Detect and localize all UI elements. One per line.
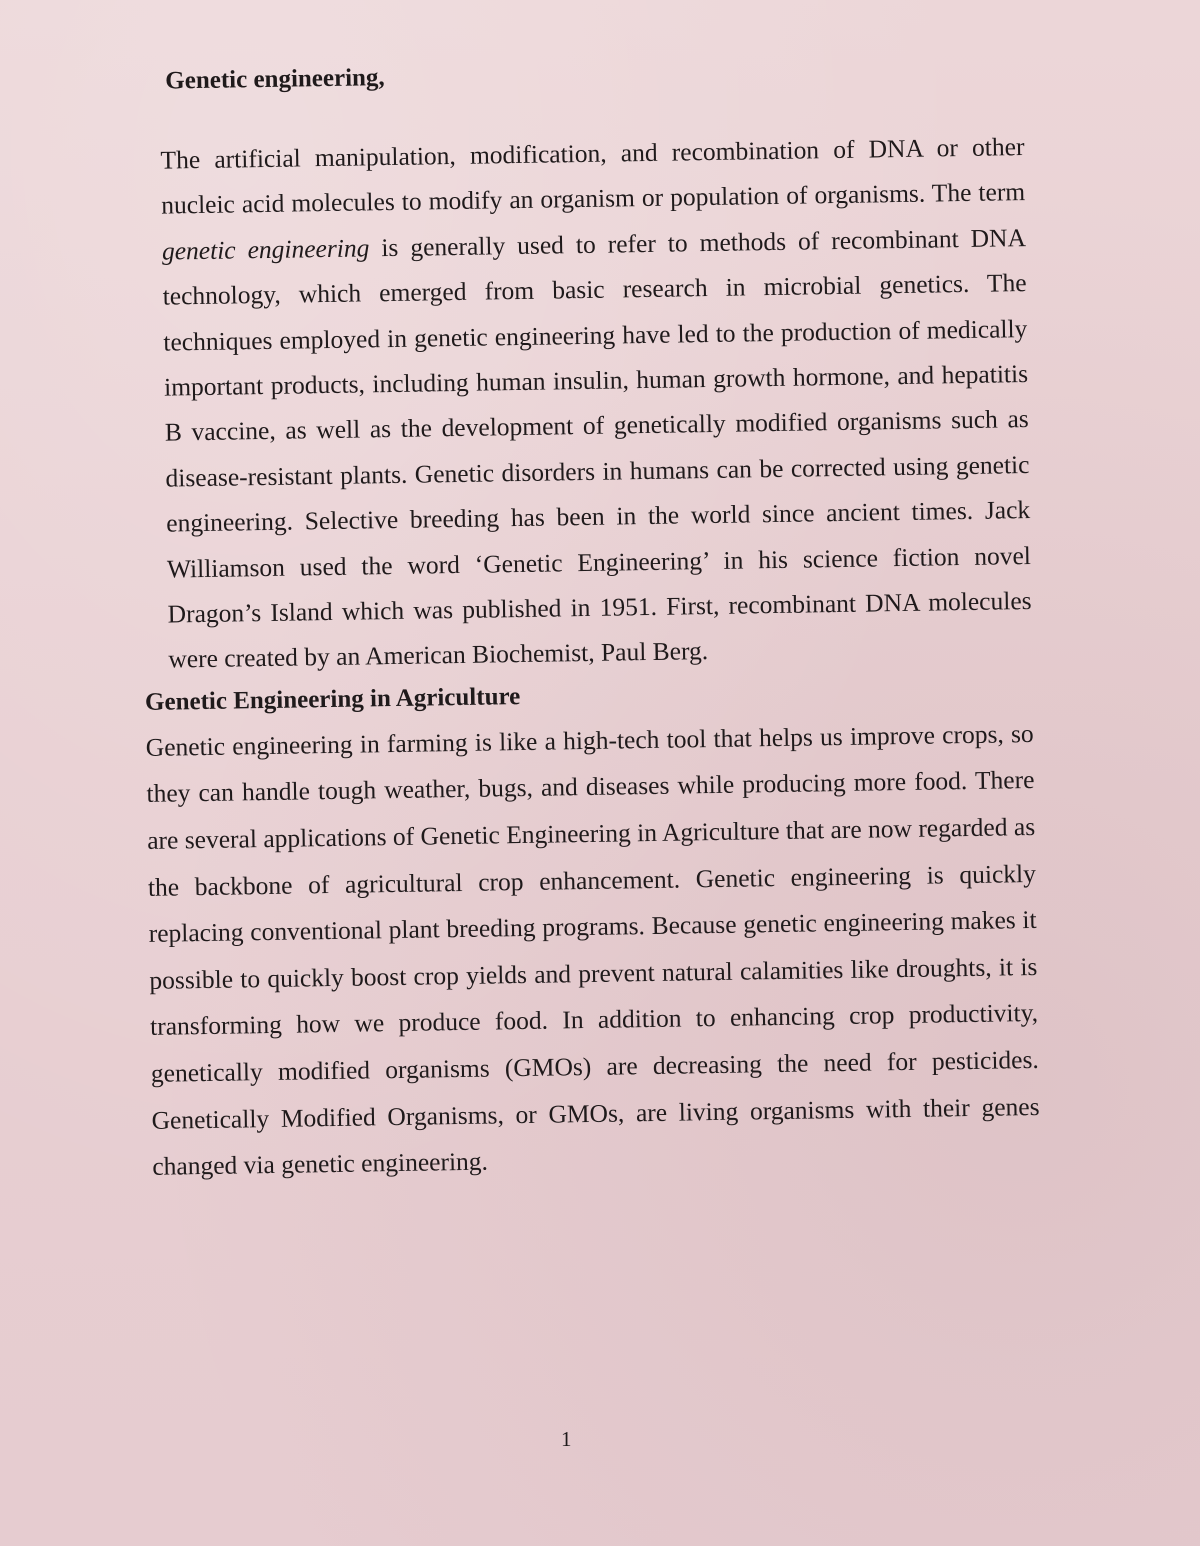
- paragraph-definition-text-a: The artificial manipulation, modification, and recombination of DNA or other nucleic acid molecules to modify an organism or population of organisms. The term: [160, 132, 1026, 221]
- page-number: 1: [561, 1427, 572, 1451]
- paragraph-agriculture: Genetic engineering in farming is like a high-tech tool that helps us improve crops, so they can handle tough weather, bugs, and diseases while producing more food. There are several applications of Genetic Engineering in Agriculture that are now regarded as the backbone of agricultural crop enhancement. Genetic engineering is quickly replacing conventional plant breeding programs. Because genetic engineering makes it possible to quickly boost crop yields and prevent natural calamities like droughts, it is transforming how we produce food. In addition to enhancing crop productivity, genetically modified organisms (GMOs) are decreasing the need for pesticides. Genetically Modified Organisms, or GMOs, are living organisms with their genes changed via genetic engineering.: [145, 718, 1040, 1182]
- section-heading-genetic-engineering: Genetic engineering,: [165, 64, 385, 95]
- section-heading-agriculture: Genetic Engineering in Agriculture: [144, 682, 521, 716]
- paragraph-definition-italic-term: genetic engineering: [161, 233, 370, 266]
- document-body: [135, 48, 1041, 1191]
- paragraph-definition: [136, 124, 1032, 683]
- paragraph-definition-text-b: is generally used to refer to methods of recombinant DNA technology, which emerged from basic research in microbial genetics. The techniques employed in genetic engineering have led to the production of medically important products, including human insulin, human growth hormone, and hepatitis B vaccine, as well as the development of genetically modified organisms such as disease-resistant plants. Genetic disorders in humans can be corrected using genetic engineering. Selective breeding has been in the world since ancient times. Jack Williamson used the word ‘Genetic Engineering’ in his science fiction novel Dragon’s Island which was published in 1951. First, recombinant DNA molecules were created by an American Biochemist, Paul Berg.: [162, 222, 1032, 675]
